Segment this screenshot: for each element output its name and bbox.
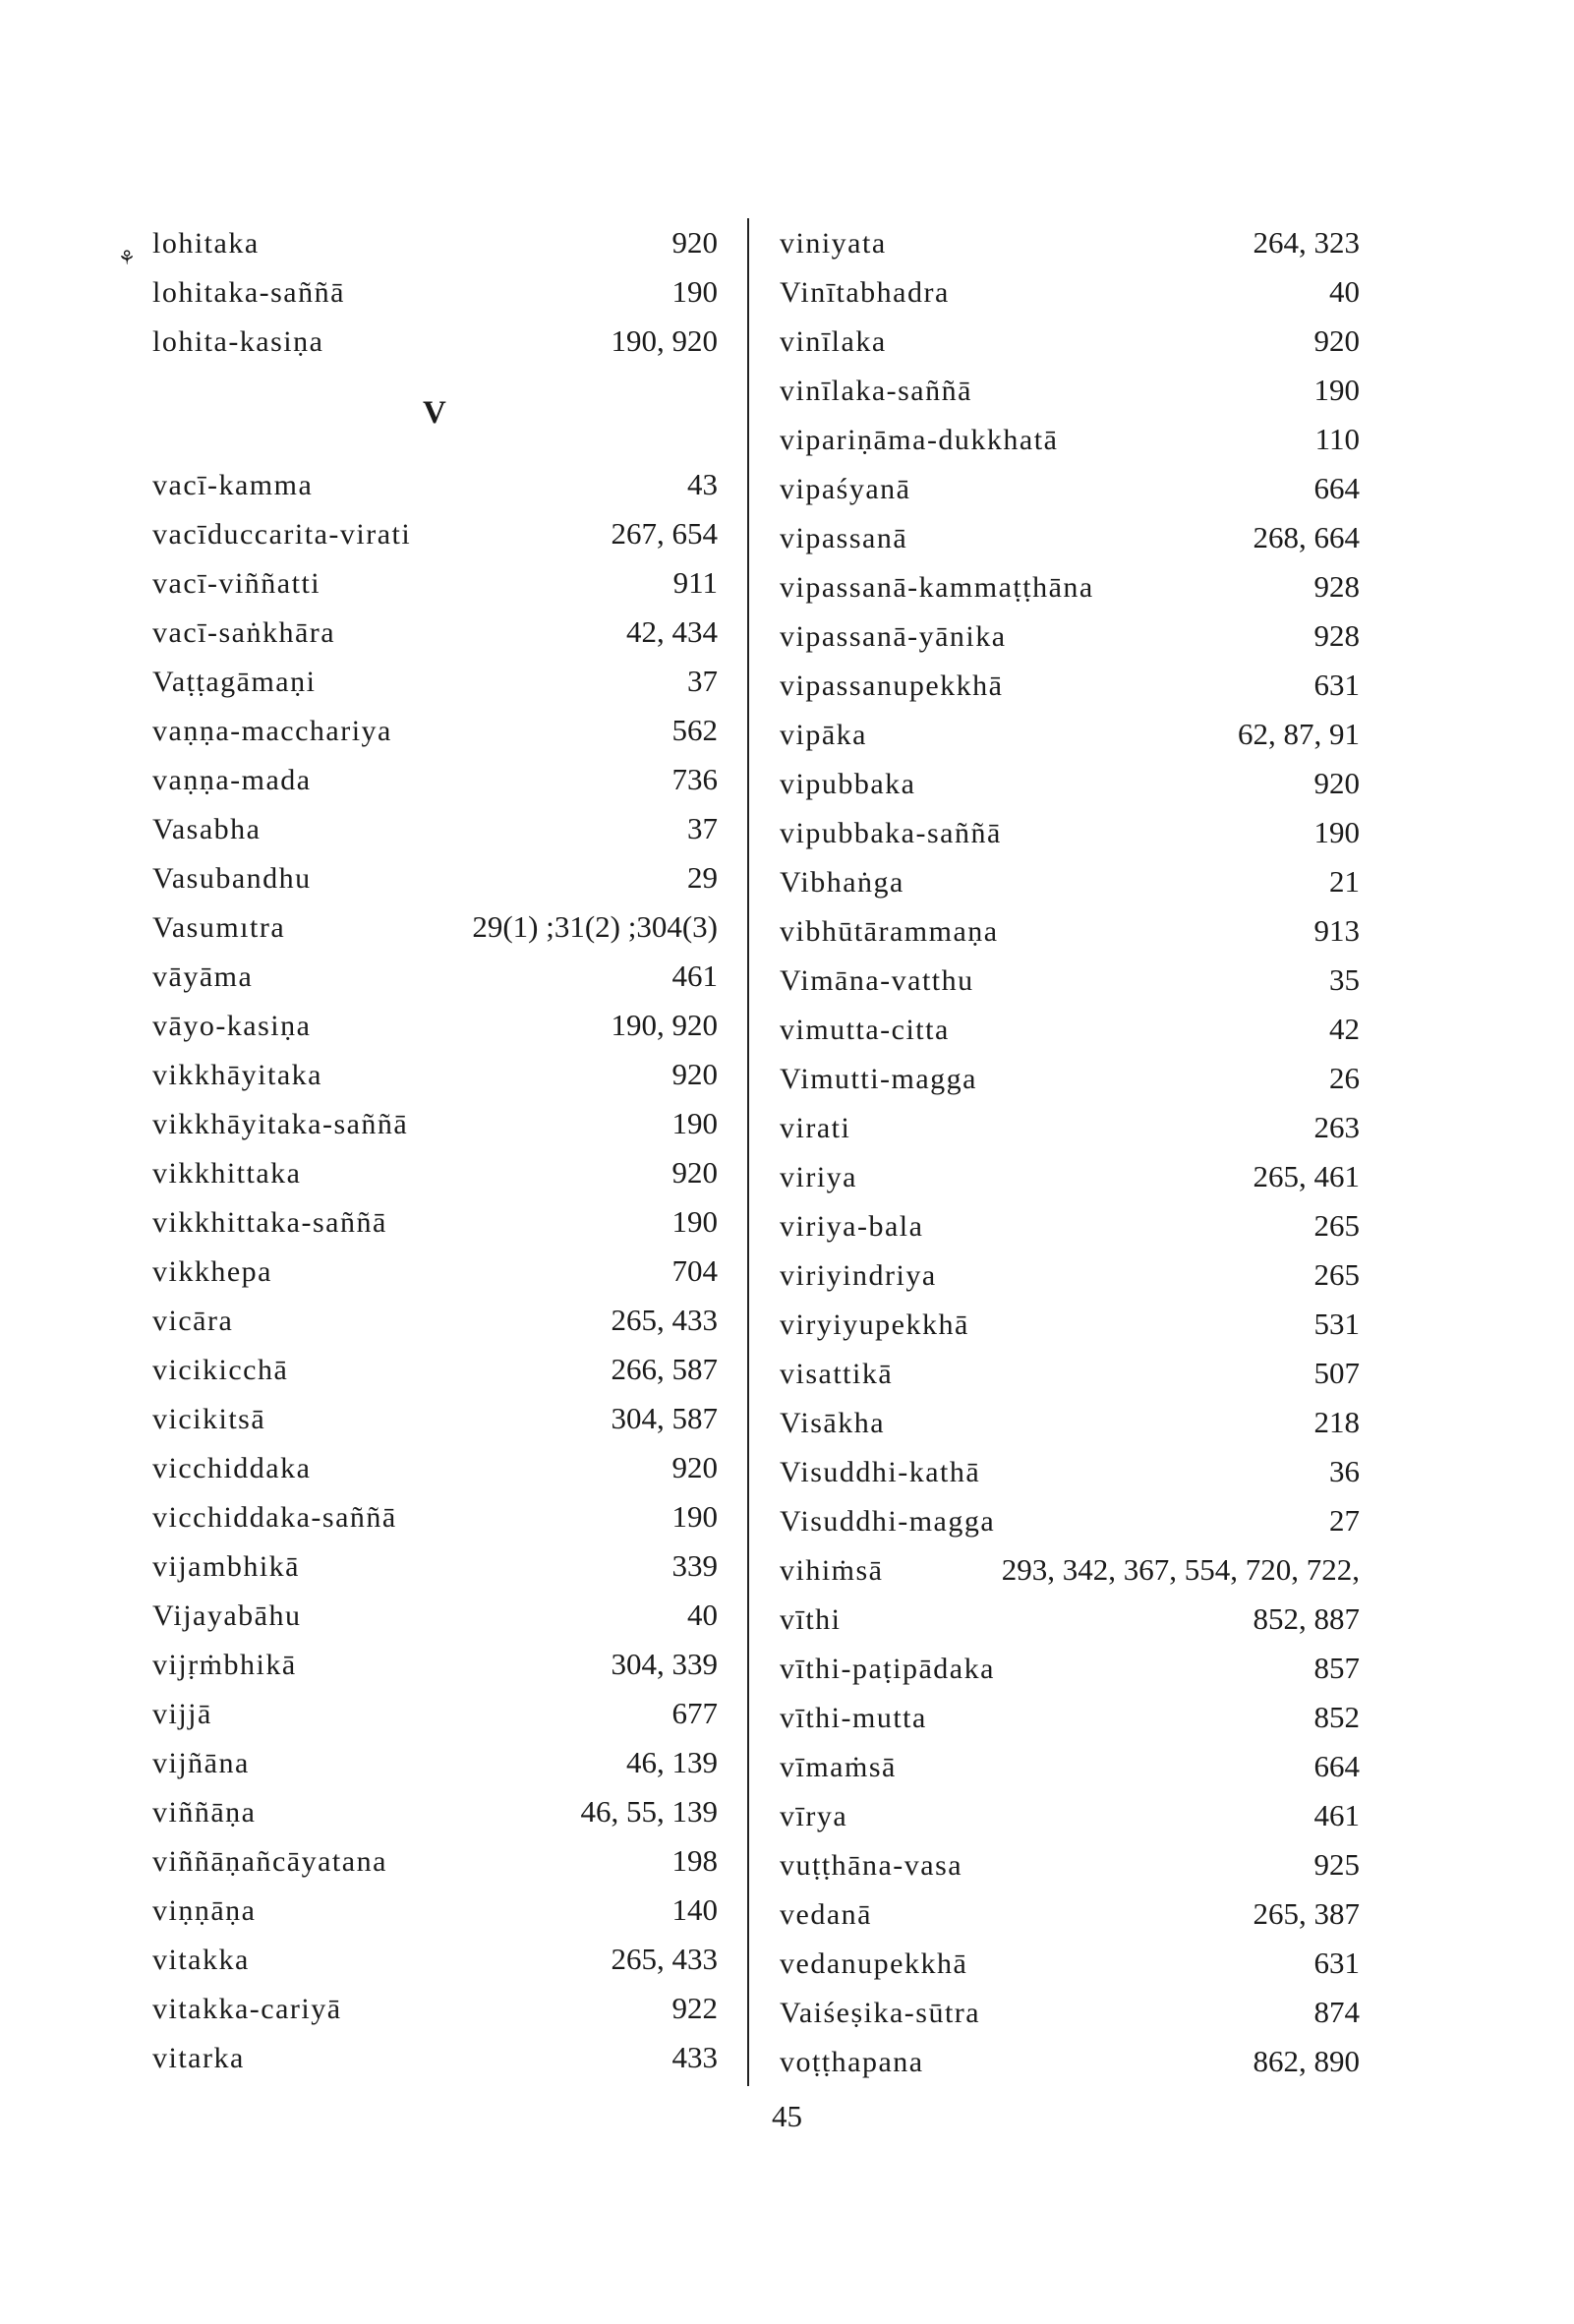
entry-term: lohitaka-saññā: [152, 276, 345, 309]
entry-term: vipassanā-kammaṭṭhāna: [780, 571, 1094, 604]
entry-term: vicikitsā: [152, 1403, 266, 1435]
entry-pages: 433: [671, 2040, 718, 2074]
entry-pages: 190: [1313, 815, 1360, 849]
index-entry: [780, 317, 1360, 366]
index-entry: [780, 1054, 1360, 1103]
index-entry: [152, 1443, 718, 1492]
entry-pages: 26: [1329, 1061, 1360, 1095]
entry-term: vipariṇāma-dukkhatā: [780, 424, 1059, 456]
index-entry: [152, 558, 718, 608]
entry-term: vijñāna: [152, 1747, 250, 1779]
index-entry: [152, 460, 718, 509]
entry-pages: 925: [1313, 1847, 1360, 1882]
entry-pages: 874: [1313, 1995, 1360, 2029]
entry-pages: 37: [687, 664, 718, 698]
index-entry: [780, 1939, 1360, 1988]
index-entry: [152, 902, 718, 952]
entry-pages: 190: [671, 1204, 718, 1239]
index-entry: [780, 956, 1360, 1005]
entry-term: vijṛṁbhikā: [152, 1649, 297, 1681]
entry-pages: 35: [1329, 962, 1360, 997]
entry-term: virati: [780, 1112, 851, 1144]
index-entry: [780, 1103, 1360, 1152]
index-entry: [780, 1988, 1360, 2037]
index-entry: [152, 1640, 718, 1689]
entry-pages: 265, 433: [611, 1942, 718, 1976]
index-entry: [152, 1492, 718, 1541]
entry-pages: 43: [687, 467, 718, 501]
entry-pages: 36: [1329, 1454, 1360, 1488]
entry-pages: 664: [1313, 1749, 1360, 1783]
entry-term: vikkhittaka-saññā: [152, 1206, 387, 1239]
entry-term: vicchiddaka: [152, 1452, 312, 1484]
index-entry: [780, 1791, 1360, 1840]
entry-pages: 911: [672, 565, 718, 600]
entry-term: vīthi: [780, 1603, 842, 1636]
entry-term: vedanupekkhā: [780, 1947, 968, 1980]
index-entry: [152, 755, 718, 804]
entry-pages: 922: [671, 1991, 718, 2025]
entry-pages: 110: [1314, 422, 1360, 456]
entry-term: vipubbaka-saññā: [780, 817, 1002, 849]
entry-pages: 190, 920: [611, 1008, 718, 1042]
entry-term: vijjā: [152, 1698, 212, 1730]
entry-term: Vibhaṅga: [780, 866, 904, 899]
index-entry: [780, 1201, 1360, 1250]
entry-term: vaṇṇa-mada: [152, 764, 312, 796]
entry-term: viññāṇañcāyatana: [152, 1845, 387, 1878]
entry-pages: 704: [671, 1253, 718, 1288]
entry-pages: 218: [1313, 1405, 1360, 1439]
entry-pages: 265: [1313, 1208, 1360, 1243]
entry-term: vikkhepa: [152, 1255, 272, 1288]
entry-term: viriya: [780, 1161, 857, 1193]
entry-term: vīrya: [780, 1800, 848, 1832]
entry-pages: 304, 339: [611, 1647, 718, 1681]
entry-term: viṇṇāṇa: [152, 1894, 257, 1927]
index-entry: [152, 1541, 718, 1591]
index-entry: [152, 317, 718, 366]
index-entry: [152, 1148, 718, 1197]
index-entry: [780, 857, 1360, 906]
entry-term: Vaṭṭagāmaṇi: [152, 666, 317, 698]
entry-term: vacī-saṅkhāra: [152, 616, 336, 649]
entry-pages: 304, 587: [611, 1401, 718, 1435]
entry-pages: 461: [671, 959, 718, 993]
index-entry: [152, 1591, 718, 1640]
index-entry: [780, 1005, 1360, 1054]
entry-term: vīmaṁsā: [780, 1751, 897, 1783]
index-entry: [780, 1545, 1360, 1595]
index-entry: [780, 1152, 1360, 1201]
index-entry: [152, 1394, 718, 1443]
entry-term: voṭṭhapana: [780, 2046, 924, 2078]
entry-pages: 264, 323: [1253, 225, 1360, 260]
entry-pages: 190: [671, 274, 718, 309]
index-entry: [780, 1693, 1360, 1742]
index-entry: [152, 657, 718, 706]
entry-term: lohita-kasiṇa: [152, 325, 324, 358]
index-entry: [780, 415, 1360, 464]
entry-pages: 920: [671, 225, 718, 260]
entry-term: vicāra: [152, 1305, 234, 1337]
entry-pages: 198: [671, 1843, 718, 1878]
entry-pages: 190: [671, 1499, 718, 1534]
entry-term: visattikā: [780, 1358, 894, 1390]
index-entry: [152, 1247, 718, 1296]
index-entry: [152, 608, 718, 657]
entry-term: vibhūtārammaṇa: [780, 915, 999, 948]
entry-term: viriyindriya: [780, 1259, 937, 1292]
entry-term: viniyata: [780, 227, 887, 260]
entry-term: Vasumıtra: [152, 911, 286, 944]
index-entry: [152, 509, 718, 558]
entry-pages: 190, 920: [611, 323, 718, 358]
entry-pages: 46, 55, 139: [580, 1794, 718, 1829]
index-entry: [152, 267, 718, 317]
entry-term: vitarka: [152, 2042, 245, 2074]
entry-pages: 531: [1313, 1307, 1360, 1341]
entry-pages: 46, 139: [626, 1745, 718, 1779]
entry-pages: 29: [687, 860, 718, 895]
entry-pages: 265, 387: [1253, 1896, 1360, 1931]
column-divider: [747, 218, 749, 2086]
entry-term: Visuddhi-magga: [780, 1505, 996, 1538]
entry-pages: 265, 433: [611, 1303, 718, 1337]
entry-pages: 265, 461: [1253, 1159, 1360, 1193]
entry-pages: 62, 87, 91: [1238, 717, 1360, 751]
index-entry: [780, 1889, 1360, 1939]
entry-term: Visākha: [780, 1407, 886, 1439]
entry-pages: 293, 342, 367, 554, 720, 722,: [1001, 1552, 1360, 1587]
index-entry: [152, 1738, 718, 1787]
entry-pages: 339: [671, 1548, 718, 1583]
index-entry: [780, 808, 1360, 857]
entry-pages: 42, 434: [626, 614, 718, 649]
entry-term: vikkhāyitaka-saññā: [152, 1108, 409, 1140]
entry-term: Vasabha: [152, 813, 262, 845]
entry-pages: 265: [1313, 1257, 1360, 1292]
entry-term: vipassanā: [780, 522, 908, 554]
entry-term: viriya-bala: [780, 1210, 924, 1243]
entry-pages: 27: [1329, 1503, 1360, 1538]
entry-pages: 920: [671, 1450, 718, 1484]
index-entry: [152, 1836, 718, 1886]
entry-term: viññāṇa: [152, 1796, 257, 1829]
entry-pages: 857: [1313, 1651, 1360, 1685]
entry-term: Vasubandhu: [152, 862, 312, 895]
entry-term: vipaśyanā: [780, 473, 911, 505]
index-entry: [780, 2037, 1360, 2086]
entry-pages: 40: [687, 1598, 718, 1632]
entry-pages: 862, 890: [1253, 2044, 1360, 2078]
entry-pages: 190: [671, 1106, 718, 1140]
index-entry: [152, 1296, 718, 1345]
entry-term: Vijayabāhu: [152, 1599, 302, 1632]
entry-term: vipassanā-yānika: [780, 620, 1007, 653]
index-entry: [780, 661, 1360, 710]
entry-pages: 40: [1329, 274, 1360, 309]
index-column-left: [152, 218, 718, 2082]
index-entry: [152, 804, 718, 853]
index-entry: [780, 1840, 1360, 1889]
entry-pages: 852: [1313, 1700, 1360, 1734]
entry-term: vuṭṭhāna-vasa: [780, 1849, 963, 1882]
index-entry: [780, 1250, 1360, 1300]
entry-term: vāyāma: [152, 960, 254, 993]
entry-term: vimutta-citta: [780, 1014, 950, 1046]
entry-term: viryiyupekkhā: [780, 1308, 969, 1341]
index-entry: [780, 1595, 1360, 1644]
index-entry: [152, 1935, 718, 1984]
index-entry: [152, 218, 718, 267]
entry-pages: 677: [671, 1696, 718, 1730]
entry-pages: 21: [1329, 864, 1360, 899]
entry-term: Vaiśeṣika-sūtra: [780, 1997, 981, 2029]
index-entry: [780, 1300, 1360, 1349]
index-entry: [152, 2033, 718, 2082]
entry-term: vihiṁsā: [780, 1554, 884, 1587]
entry-term: lohitaka: [152, 227, 260, 260]
page-number: 45: [772, 2099, 802, 2133]
entry-term: vitakka: [152, 1944, 250, 1976]
entry-pages: 920: [671, 1057, 718, 1091]
entry-term: vijambhikā: [152, 1550, 300, 1583]
index-entry: [780, 1496, 1360, 1545]
index-entry: [152, 1099, 718, 1148]
entry-pages: 562: [671, 713, 718, 747]
entry-term: vaṇṇa-macchariya: [152, 715, 392, 747]
index-entry: [780, 218, 1360, 267]
index-entry: [152, 1689, 718, 1738]
entry-term: vikkhittaka: [152, 1157, 302, 1190]
index-entry: [780, 464, 1360, 513]
entry-term: Vimāna-vatthu: [780, 964, 974, 997]
entry-pages: 37: [687, 811, 718, 845]
entry-pages: 29(1) ;31(2) ;304(3): [472, 909, 718, 944]
index-entry: [780, 1742, 1360, 1791]
entry-pages: 913: [1313, 913, 1360, 948]
index-entry: [152, 853, 718, 902]
entry-pages: 190: [1313, 373, 1360, 407]
entry-term: Visuddhi-kathā: [780, 1456, 981, 1488]
entry-term: Vimutti-magga: [780, 1063, 977, 1095]
entry-pages: 461: [1313, 1798, 1360, 1832]
entry-pages: 507: [1313, 1356, 1360, 1390]
entry-term: vinīlaka: [780, 325, 887, 358]
entry-pages: 631: [1313, 1946, 1360, 1980]
entry-term: vāyo-kasiṇa: [152, 1010, 312, 1042]
entry-pages: 267, 654: [611, 516, 718, 551]
entry-term: vacī-kamma: [152, 469, 314, 501]
index-entry: [152, 1345, 718, 1394]
entry-term: vedanā: [780, 1898, 872, 1931]
entry-term: vacī-viññatti: [152, 567, 321, 600]
index-entry: [152, 706, 718, 755]
entry-term: vipāka: [780, 719, 867, 751]
index-entry: [780, 1398, 1360, 1447]
index-entry: [152, 1001, 718, 1050]
entry-term: vipassanupekkhā: [780, 669, 1004, 702]
index-column-right: [780, 218, 1360, 2086]
entry-pages: 631: [1313, 668, 1360, 702]
index-entry: [780, 759, 1360, 808]
index-entry: [780, 1447, 1360, 1496]
entry-term: vinīlaka-saññā: [780, 375, 972, 407]
index-entry: [152, 1787, 718, 1836]
index-entry: [152, 1050, 718, 1099]
entry-term: vīthi-paṭipādaka: [780, 1653, 995, 1685]
index-entry: [152, 952, 718, 1001]
index-entry: [780, 1644, 1360, 1693]
entry-pages: 664: [1313, 471, 1360, 505]
index-entry: [780, 513, 1360, 562]
entry-pages: 928: [1313, 569, 1360, 604]
index-entry: [780, 906, 1360, 956]
index-entry: [152, 1197, 718, 1247]
entry-term: vikkhāyitaka: [152, 1059, 322, 1091]
index-entry: [780, 611, 1360, 661]
entry-pages: 268, 664: [1253, 520, 1360, 554]
entry-pages: 920: [671, 1155, 718, 1190]
index-entry: [780, 366, 1360, 415]
entry-term: Vinītabhadra: [780, 276, 950, 309]
entry-pages: 140: [671, 1892, 718, 1927]
entry-term: vīthi-mutta: [780, 1702, 927, 1734]
index-entry: [152, 1984, 718, 2033]
entry-pages: 42: [1329, 1012, 1360, 1046]
entry-term: vacīduccarita-virati: [152, 518, 412, 551]
entry-pages: 266, 587: [611, 1352, 718, 1386]
entry-pages: 920: [1313, 766, 1360, 800]
entry-term: vitakka-cariyā: [152, 1993, 342, 2025]
entry-term: vicikicchā: [152, 1354, 289, 1386]
index-entry: [780, 1349, 1360, 1398]
entry-pages: 920: [1313, 323, 1360, 358]
entry-term: vicchiddaka-saññā: [152, 1501, 397, 1534]
bullet-mark-icon: ⚘: [118, 248, 136, 269]
entry-term: vipubbaka: [780, 768, 916, 800]
entry-pages: 263: [1313, 1110, 1360, 1144]
index-entry: [780, 710, 1360, 759]
entry-pages: 736: [671, 762, 718, 796]
entry-pages: 852, 887: [1253, 1601, 1360, 1636]
entry-pages: 928: [1313, 618, 1360, 653]
index-entry: [780, 267, 1360, 317]
index-entry: [780, 562, 1360, 611]
index-entry: [152, 1886, 718, 1935]
section-heading: V: [423, 395, 446, 431]
